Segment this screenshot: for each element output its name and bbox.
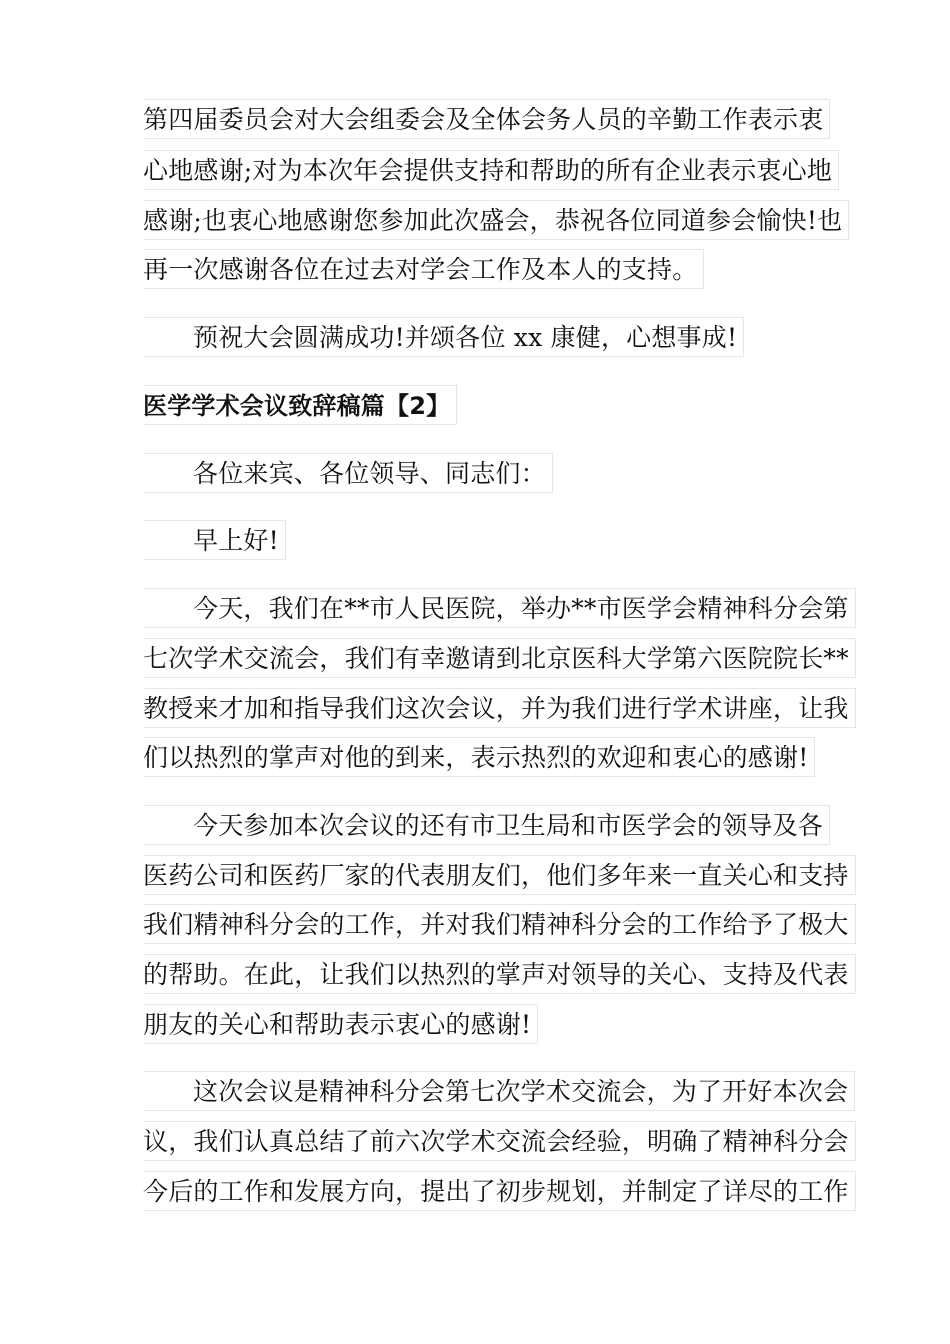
paragraph-line: 们以热烈的掌声对他的到来，表示热烈的欢迎和衷心的感谢! [143, 737, 815, 777]
paragraph-line: 心地感谢;对为本次年会提供支持和帮助的所有企业表示衷心地 [143, 150, 839, 190]
paragraph-line: 教授来才加和指导我们这次会议，并为我们进行学术讲座，让我 [143, 688, 856, 728]
paragraph-line: 我们精神科分会的工作，并对我们精神科分会的工作给予了极大 [143, 904, 856, 944]
paragraph-line: 预祝大会圆满成功!并颂各位 xx 康健，心想事成! [143, 317, 744, 357]
paragraph-line: 感谢;也衷心地感谢您参加此次盛会，恭祝各位同道参会愉快!也 [143, 200, 849, 240]
paragraph-line: 今天，我们在**市人民医院，举办**市医学会精神科分会第 [143, 588, 856, 628]
paragraph-line: 七次学术交流会，我们有幸邀请到北京医科大学第六医院院长** [143, 638, 856, 678]
paragraph-line: 医药公司和医药厂家的代表朋友们，他们多年来一直关心和支持 [143, 855, 856, 895]
paragraph-line: 今后的工作和发展方向，提出了初步规划，并制定了详尽的工作 [143, 1171, 856, 1211]
salutation: 各位来宾、各位领导、同志们： [143, 453, 553, 493]
paragraph-line: 议，我们认真总结了前六次学术交流会经验，明确了精神科分会 [143, 1121, 856, 1161]
paragraph-line: 第四届委员会对大会组委会及全体会务人员的辛勤工作表示衷 [143, 99, 830, 139]
paragraph-line: 再一次感谢各位在过去对学会工作及本人的支持。 [143, 249, 704, 289]
paragraph-line: 的帮助。在此，让我们以热烈的掌声对领导的关心、支持及代表 [143, 954, 856, 994]
paragraph-line: 这次会议是精神科分会第七次学术交流会，为了开好本次会 [143, 1071, 855, 1111]
greeting: 早上好! [143, 520, 286, 560]
paragraph-line: 朋友的关心和帮助表示衷心的感谢! [143, 1004, 538, 1044]
paragraph-line: 今天参加本次会议的还有市卫生局和市医学会的领导及各 [143, 805, 830, 845]
section-heading: 医学学术会议致辞稿篇【2】 [143, 385, 457, 425]
